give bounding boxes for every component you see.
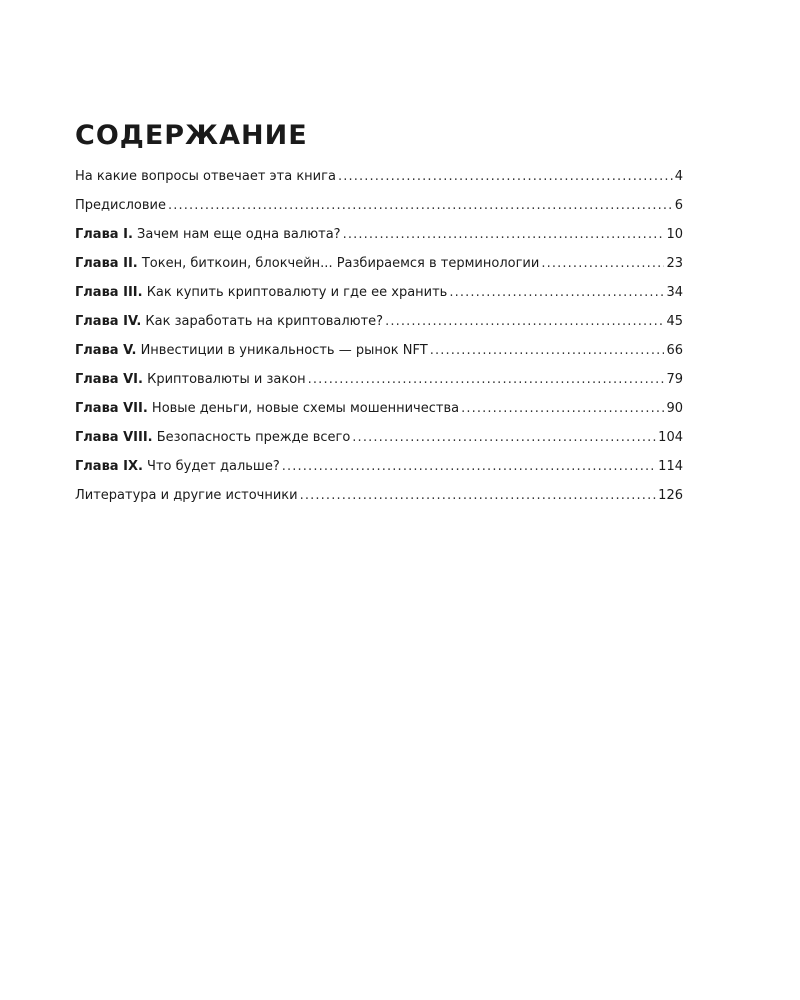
toc-entry[interactable] — [75, 249, 683, 278]
toc-list — [75, 162, 683, 510]
toc-page-number: 79 — [666, 372, 683, 387]
toc-page-number: 126 — [658, 488, 683, 503]
toc-entry-title: Новые деньги, новые схемы мошенничества — [147, 401, 460, 416]
table-of-contents — [75, 118, 683, 510]
toc-page-number: 114 — [658, 459, 683, 474]
toc-page-number: 90 — [666, 401, 683, 416]
toc-entry-prefix: Глава VII. — [75, 401, 148, 416]
toc-entry-title: Литература и другие источники — [75, 488, 298, 503]
toc-dot-leader — [449, 278, 664, 307]
toc-entry-prefix: Глава VIII. — [75, 430, 153, 445]
toc-entry-text — [75, 423, 350, 452]
toc-page-number: 34 — [666, 285, 683, 300]
toc-page-number: 23 — [666, 256, 683, 271]
toc-entry-prefix: Глава IV. — [75, 314, 142, 329]
toc-page-number: 4 — [674, 169, 683, 184]
toc-entry-title: Что будет дальше? — [142, 459, 280, 474]
toc-page-number: 6 — [674, 198, 683, 213]
toc-entry[interactable] — [75, 365, 683, 394]
toc-dot-leader — [385, 307, 664, 336]
toc-entry[interactable] — [75, 481, 683, 510]
toc-entry-prefix: Глава II. — [75, 256, 138, 271]
toc-entry[interactable] — [75, 336, 683, 365]
toc-entry-title: Безопасность прежде всего — [152, 430, 351, 445]
toc-entry[interactable] — [75, 220, 683, 249]
toc-entry-text — [75, 278, 447, 307]
toc-entry-prefix: Глава I. — [75, 227, 133, 242]
toc-entry-text — [75, 394, 459, 423]
toc-dot-leader — [352, 423, 656, 452]
toc-entry-text — [75, 249, 539, 278]
toc-entry-text — [75, 452, 280, 481]
toc-entry[interactable] — [75, 307, 683, 336]
toc-dot-leader — [308, 365, 665, 394]
toc-entry-text — [75, 336, 428, 365]
toc-entry-title: Зачем нам еще одна валюта? — [132, 227, 341, 242]
toc-entry-text — [75, 307, 383, 336]
toc-page-number: 66 — [666, 343, 683, 358]
toc-entry[interactable] — [75, 423, 683, 452]
toc-entry-prefix: Глава V. — [75, 343, 137, 358]
toc-entry-title: Как купить криптовалюту и где ее хранить — [142, 285, 448, 300]
toc-entry-text — [75, 162, 336, 191]
toc-entry-title: Как заработать на криптовалюте? — [141, 314, 384, 329]
toc-entry[interactable] — [75, 278, 683, 307]
toc-dot-leader — [430, 336, 665, 365]
toc-dot-leader — [541, 249, 664, 278]
toc-dot-leader — [168, 191, 673, 220]
toc-entry-text — [75, 481, 298, 510]
toc-entry-text — [75, 191, 166, 220]
toc-title: СОДЕРЖАНИЕ — [75, 120, 308, 151]
toc-dot-leader — [343, 220, 665, 249]
toc-page-number: 10 — [666, 227, 683, 242]
toc-entry[interactable] — [75, 191, 683, 220]
toc-entry-title: Токен, биткоин, блокчейн... Разбираемся в терминологии — [137, 256, 540, 271]
toc-entry[interactable] — [75, 452, 683, 481]
toc-page-number: 45 — [666, 314, 683, 329]
toc-entry-prefix: Глава VI. — [75, 372, 143, 387]
toc-entry-text — [75, 220, 341, 249]
toc-dot-leader — [461, 394, 664, 423]
toc-entry-text — [75, 365, 306, 394]
toc-dot-leader — [300, 481, 657, 510]
toc-entry-title: Инвестиции в уникальность — рынок NFT — [136, 343, 428, 358]
toc-page-number: 104 — [658, 430, 683, 445]
toc-entry-prefix: Глава IX. — [75, 459, 143, 474]
toc-entry[interactable] — [75, 162, 683, 191]
toc-entry-title: На какие вопросы отвечает эта книга — [75, 169, 336, 184]
toc-entry[interactable] — [75, 394, 683, 423]
toc-entry-title: Предисловие — [75, 198, 166, 213]
toc-entry-title: Криптовалюты и закон — [142, 372, 306, 387]
toc-entry-prefix: Глава III. — [75, 285, 143, 300]
toc-dot-leader — [282, 452, 656, 481]
toc-dot-leader — [338, 162, 673, 191]
